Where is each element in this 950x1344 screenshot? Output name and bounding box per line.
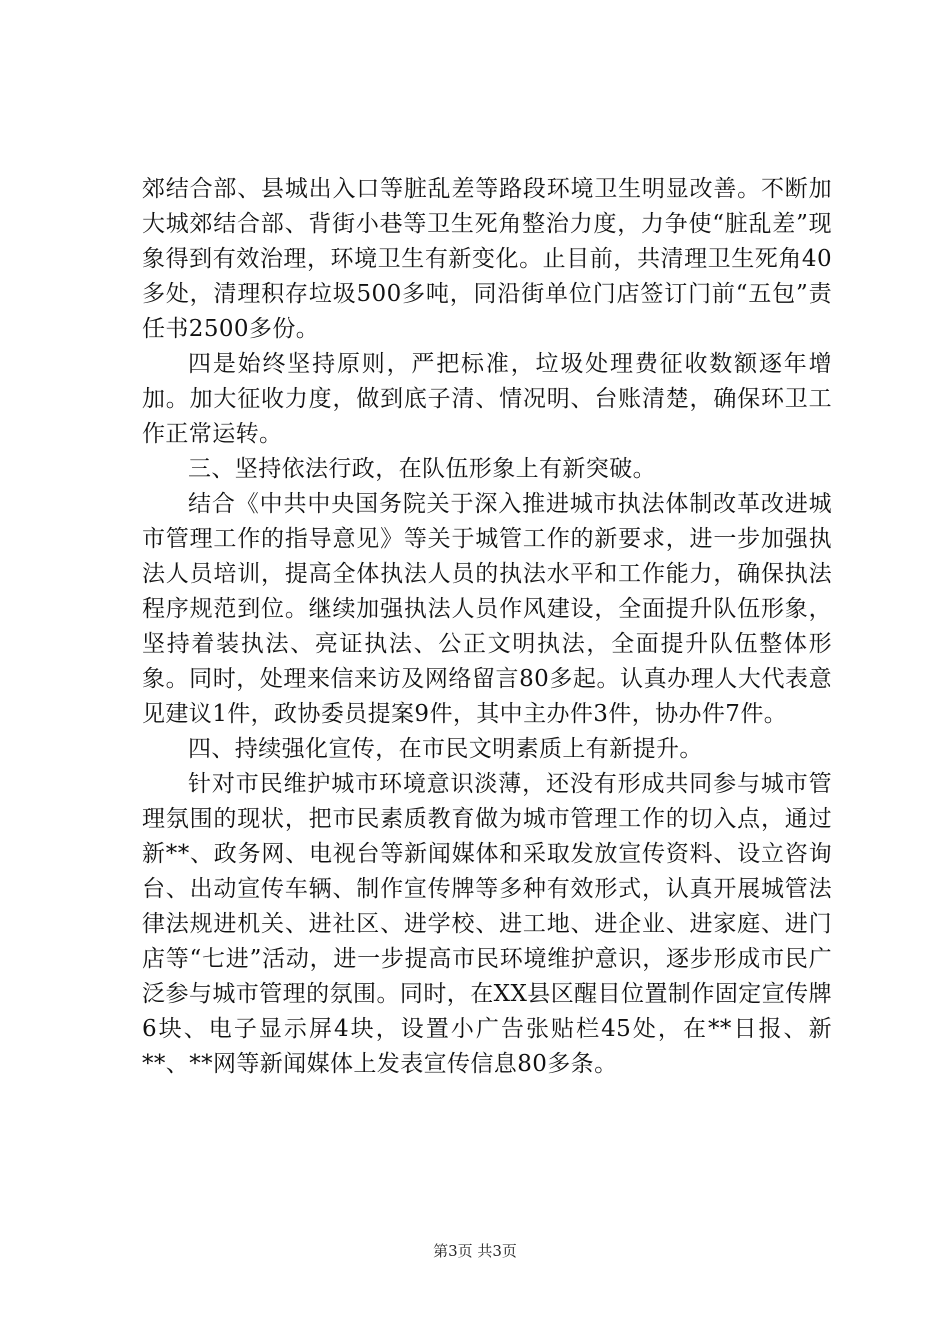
section-heading-law-enforcement: 三、坚持依法行政，在队伍形象上有新突破。 (188, 456, 656, 482)
document-body (142, 172, 832, 1082)
paragraph-publicity: 针对市民维护城市环境意识淡薄，还没有形成共同参与城市管理氛围的现状，把市民素质教育做为城市管理工作的切入点，通过新**、政务网、电视台等新闻媒体和采取发放宣传资料、设立咨询台、出动宣传车辆、制作宣传牌等多种有效形式，认真开展城管法律法规进机关、进社区、进学校、进工地、进企业、进家庭、进门店等“七进”活动，进一步提高市民环境维护意识，逐步形成市民广泛参与城市管理的氛围。同时，在XX县区醒目位置制作固定宣传牌6块、电子显示屏4块，设置小广告张贴栏45处，在**日报、新**、**网等新闻媒体上发表宣传信息80多条。 (142, 771, 832, 1077)
paragraph-continuation: 郊结合部、县城出入口等脏乱差等路段环境卫生明显改善。不断加大城郊结合部、背街小巷等卫生死角整治力度，力争使“脏乱差”现象得到有效治理，环境卫生有新变化。止目前，共清理卫生死角40多处，清理积存垃圾500多吨，同沿街单位门店签订门前“五包”责任书2500多份。 (142, 176, 832, 342)
paragraph-fee-collection: 四是始终坚持原则，严把标准，垃圾处理费征收数额逐年增加。加大征收力度，做到底子清、情况明、台账清楚，确保环卫工作正常运转。 (142, 351, 832, 447)
paragraph-law-enforcement: 结合《中共中央国务院关于深入推进城市执法体制改革改进城市管理工作的指导意见》等关于城管工作的新要求，进一步加强执法人员培训，提高全体执法人员的执法水平和工作能力，确保执法程序规范到位。继续加强执法人员作风建设，全面提升队伍形象，坚持着装执法、亮证执法、公正文明执法，全面提升队伍整体形象。同时，处理来信来访及网络留言80多起。认真办理人大代表意见建议1件，政协委员提案9件，其中主办件3件，协办件7件。 (142, 491, 832, 727)
page-number-footer: 第3页 共3页 (433, 1242, 517, 1260)
section-heading-publicity: 四、持续强化宣传，在市民文明素质上有新提升。 (188, 736, 703, 762)
